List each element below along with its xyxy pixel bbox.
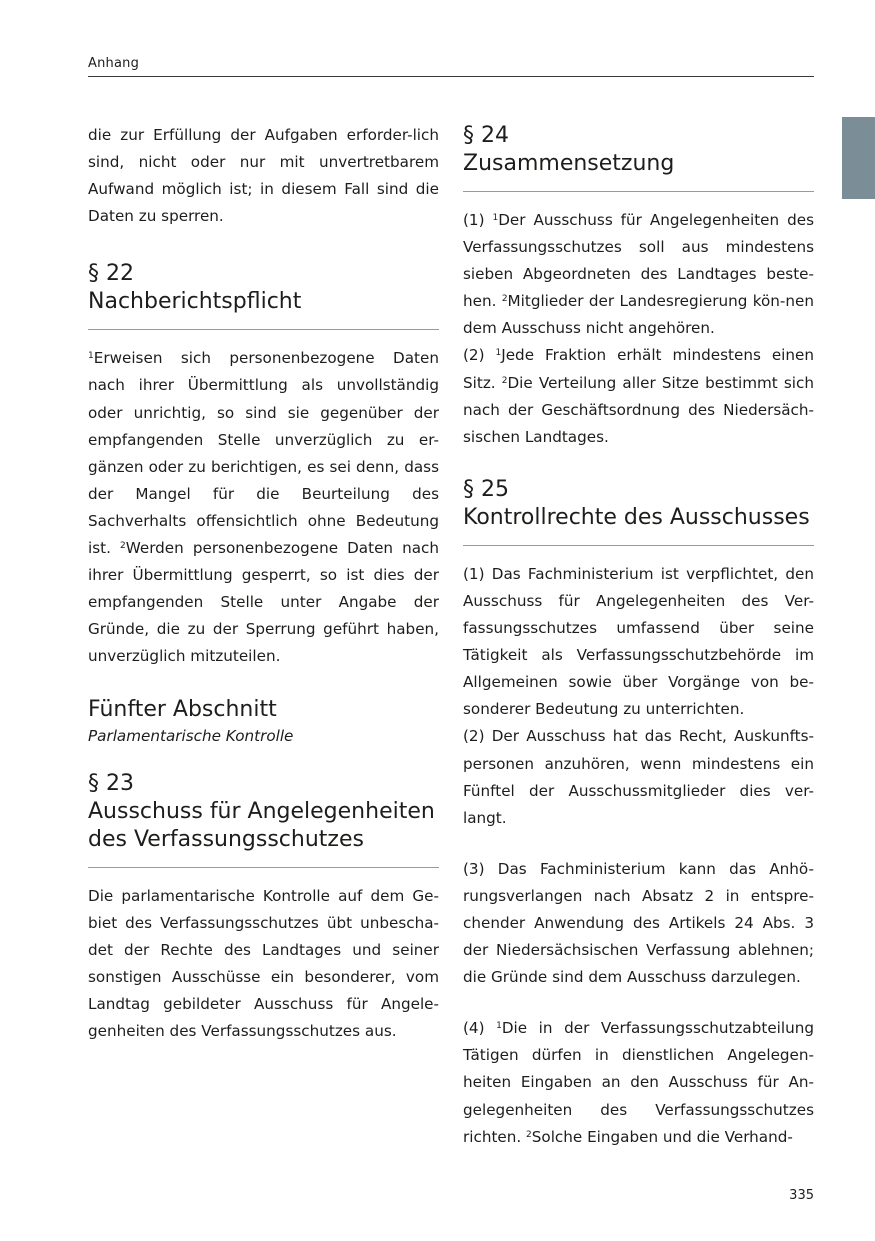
- sentence-marker: 2: [119, 541, 126, 552]
- chapter-tab-marker: [842, 117, 875, 199]
- section-24-number: § 24: [463, 123, 509, 148]
- section-25-paragraph-1: (1) Das Fachministerium ist verpflichtet, den Ausschuss für Angelegenheiten des Ver-fassungsschutzes umfassend über seine Tätigkeit als Verfassungsschutzbehörde im Allgemeinen sowie über Vorgänge von be-sonderer Bedeutung zu unterrichten.: [463, 564, 814, 719]
- right-column: [463, 122, 814, 1151]
- section-24-p2-text-2: Die Verteilung aller Sitze bestimmt sich nach der Geschäftsordnung des Niedersäch-sischen Landtages.: [463, 373, 814, 446]
- chapter-5-subtitle: Parlamentarische Kontrolle: [88, 726, 294, 745]
- sentence-marker: 1: [492, 213, 499, 223]
- section-24-title: Zusammensetzung: [463, 151, 675, 176]
- chapter-5-title: Fünfter Abschnitt: [88, 696, 277, 722]
- section-25-p4-text-1: Die in der Verfassungsschutzabteilung Tätigen dürfen in dienstlichen Angelegen-heiten Eingaben an den Ausschuss für An-gelegenheiten des Verfassungsschutzes richten.: [463, 1019, 814, 1146]
- sentence-marker: 2: [526, 1129, 532, 1140]
- section-25-paragraph-4: [463, 1015, 814, 1150]
- section-22-text-1: Erweisen sich personenbezogene Daten nach ihrer Übermittlung als unvollständig oder unrichtig, so sind sie gegenüber der empfangenden Stelle unverzüglich zu er-gänzen oder zu berichtigen, es sei denn, dass der Mangel für die Beurteilung des Sachverhalts offensichtlich ohne Bedeutung ist.: [88, 349, 439, 558]
- section-23-paragraph: Die parlamentarische Kontrolle auf dem Ge-biet des Verfassungsschutzes übt unbescha-det der Rechte des Landtages und seiner sonstigen Ausschüsse ein besonderer, vom Landtag gebildeter Ausschuss für Angele-genheiten des Verfassungsschutzes aus.: [88, 886, 439, 1040]
- section-25-p4-text-2: Solche Eingaben und die Verhand-: [531, 1127, 793, 1146]
- section-24-p1-text-2: Mitglieder der Landesregierung kön-nen dem Ausschuss nicht angehören.: [463, 292, 814, 338]
- sentence-marker: 2: [501, 375, 508, 386]
- section-23-number: § 23: [88, 770, 134, 796]
- section-25-paragraph-2: (2) Der Ausschuss hat das Recht, Auskunfts-personen anzuhören, wenn mindestens ein Fünftel der Ausschussmitglieder dies ver-langt.: [463, 727, 814, 827]
- section-25-paragraph-3: (3) Das Fachministerium kann das Anhö-rungsverlangen nach Absatz 2 in entspre-chender Anwendung des Artikels 24 Abs. 3 der Niedersächsischen Verfassung ablehnen; die Gründe sind dem Ausschuss darzulegen.: [463, 859, 814, 987]
- paragraph-number: (2): [463, 346, 496, 365]
- continuation-paragraph: die zur Erfüllung der Aufgaben erforder-lich sind, nicht oder nur mit unvertretbarem Aufwand möglich ist; in diesem Fall sind die Daten zu sperren.: [88, 126, 439, 226]
- left-column: [88, 122, 439, 1045]
- section-24-p1-text-1: Der Ausschuss für Angelegenheiten des Verfassungsschutzes soll aus mindestens sieben Abgeordneten des Landtages beste-hen.: [463, 211, 815, 311]
- sentence-marker: 2: [501, 294, 508, 305]
- page-number: 335: [789, 1188, 814, 1203]
- section-22-title: Nachberichtspflicht: [88, 289, 302, 315]
- sentence-marker: 1: [88, 351, 94, 362]
- section-22-paragraph: [88, 345, 439, 670]
- section-22-number: § 22: [88, 261, 134, 287]
- running-title: Anhang: [88, 56, 140, 71]
- section-24-p2-text-1: Jede Fraktion erhält mindestens einen Sitz.: [463, 346, 814, 392]
- section-25-title: Kontrollrechte des Ausschusses: [463, 504, 810, 530]
- section-25-number: § 25: [463, 476, 509, 502]
- section-24-paragraph-2: [463, 342, 814, 450]
- paragraph-number: (1): [463, 211, 493, 229]
- sentence-marker: 1: [495, 348, 502, 359]
- section-22-text-2: Werden personenbezogene Daten nach ihrer Übermittlung gesperrt, so ist dies der empfangenden Stelle unter Angabe der Gründe, die zu der Sperrung geführt haben, unverzüglich mitzuteilen.: [88, 539, 440, 666]
- sentence-marker: 1: [496, 1021, 502, 1032]
- section-23-title-line-1: Ausschuss für Angelegenheiten: [88, 798, 435, 824]
- paragraph-number: (4): [463, 1019, 497, 1038]
- section-23-title-line-2: des Verfassungsschutzes: [88, 826, 364, 852]
- section-24-paragraph-1: [463, 207, 814, 342]
- running-header: [88, 56, 814, 77]
